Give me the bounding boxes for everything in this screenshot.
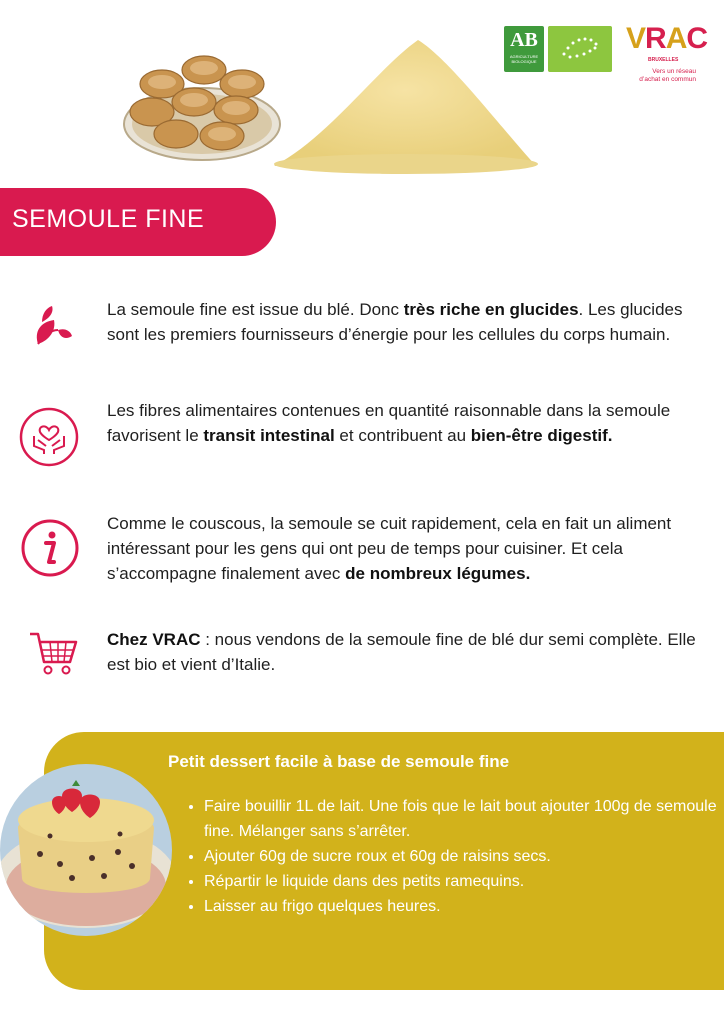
title-banner xyxy=(0,188,276,256)
paragraph-chez-vrac: Chez VRAC : nous vendons de la semoule fine de blé dur semi complète. Elle est bio et vient d’Italie. xyxy=(107,630,696,674)
eu-organic-logo xyxy=(548,26,612,72)
paragraph-cuisson: Comme le couscous, la semoule se cuit rapidement, cela en fait un aliment intéressant pour les gens qui ont peu de temps pour cuisiner. Et cela s’accompagne finalement avec de nombreux légumes. xyxy=(107,514,672,583)
page-title: SEMOULE FINE xyxy=(12,205,205,233)
paragraph-glucides: La semoule fine est issue du blé. Donc très riche en glucides. Les glucides sont les premiers fournisseurs d’énergie pour les cellules du corps humain. xyxy=(107,300,683,344)
recipe-title: Petit dessert facile à base de semoule fine xyxy=(168,752,510,771)
ab-bio-logo: AB AGRICULTURE BIOLOGIQUE xyxy=(504,26,544,72)
recipe-step: • Répartir le liquide dans des petits ramequins. xyxy=(204,869,724,894)
recipe-steps-list xyxy=(178,794,724,919)
semolina-pile-image xyxy=(268,28,540,178)
leaf-icon xyxy=(24,300,80,356)
info-icon xyxy=(20,518,80,578)
paragraph-fibres: Les fibres alimentaires contenues en quantité raisonnable dans la semoule favorisent le transit intestinal et contribuent au bien-être digestif. xyxy=(107,401,671,445)
cookies-plate-image xyxy=(122,48,282,166)
recipe-step: • Ajouter 60g de sucre roux et 60g de raisins secs. xyxy=(204,844,724,869)
shopping-cart-icon xyxy=(26,626,80,680)
recipe-step: • Laisser au frigo quelques heures. xyxy=(204,894,724,919)
vrac-logo: VRAC BRUXELLES Vers un réseau d’achat en commun xyxy=(626,22,708,83)
semolina-cake-image xyxy=(0,758,172,942)
recipe-step: • Faire bouillir 1L de lait. Une fois que le lait bout ajouter 100g de semoule fine. Mélanger sans s’arrêter. xyxy=(204,794,724,844)
hands-heart-icon xyxy=(18,406,80,468)
